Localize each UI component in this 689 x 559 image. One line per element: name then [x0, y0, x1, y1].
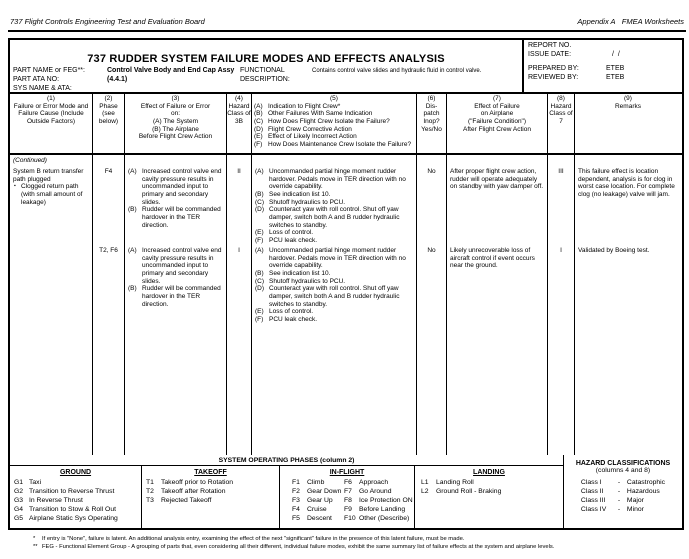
effect-after-row1: After proper flight crew action, rudder will operate adequately on standby with yaw damper off. [450, 168, 544, 191]
phase-label: Takeoff after Rotation [161, 487, 226, 495]
operating-phases-columns [10, 466, 563, 528]
phase-label: Other (Describe) [359, 514, 410, 522]
phase-item [292, 479, 344, 488]
col-title-7-line: on Airplane [480, 110, 514, 118]
col-header-7 [447, 94, 548, 153]
item-text: Flight Crew Corrective Action [268, 125, 352, 133]
item-tag: (F) [255, 315, 264, 323]
phase-code: F2 [292, 487, 300, 495]
col5-item [254, 118, 414, 126]
phase-label: Taxi [29, 479, 42, 486]
col-number-3: (3) [171, 95, 180, 102]
fmea-worksheet-table [8, 38, 684, 530]
functional-description-value: Contains control valve slides and hydraulic fluid in control valve. [312, 68, 482, 74]
item-text: Counteract yaw with roll control. Shut off yaw damper, switch both A and B rudder hydraulic switches to standby. [269, 285, 400, 308]
item-text: Indication to Flight Crew* [268, 102, 341, 110]
col5-item [254, 126, 414, 134]
col-title-3-line: (B) The Airplane [152, 125, 199, 133]
item-text: Shutoff hydraulics to PCU. [269, 277, 346, 285]
col-title-1: Failure or Error Mode and Failure Cause (Include Outside Factors) [13, 102, 89, 125]
col-number-7: (7) [493, 95, 501, 102]
phase-value-row1: F4 [104, 168, 113, 175]
cell-remarks [575, 155, 681, 455]
phase-item [142, 497, 279, 506]
hazard-sep: - [617, 487, 621, 495]
effect-list-row1 [128, 168, 224, 229]
phase-value-row2: T2, F6 [99, 247, 118, 254]
col-title-3-line: Effect of Failure or Error [140, 102, 211, 110]
hazard-class: Class II [580, 487, 604, 495]
title-left-box [10, 40, 522, 92]
item-text: Rudder will be commanded hardover in the TER direction. [142, 285, 221, 308]
cell-hazard-7 [548, 155, 575, 455]
col-number-5: (5) [330, 95, 338, 102]
sys-name-label: SYS NAME & ATA: [13, 85, 72, 92]
cell-effect [125, 155, 227, 455]
phases-landing-column [415, 466, 563, 528]
hazard-sep: - [617, 505, 621, 513]
legend-band [10, 455, 682, 528]
col-number-1: (1) [47, 95, 55, 102]
footnote-marker: ** [33, 543, 38, 550]
ground-title: GROUND [59, 469, 92, 476]
phase-code: L2 [421, 487, 429, 495]
item-text: Rudder will be commanded hardover in the TER direction. [142, 206, 221, 229]
phase-item [10, 488, 141, 497]
phase-item [10, 479, 141, 488]
phase-code: L1 [421, 479, 429, 486]
dispatch-row2: No [427, 247, 436, 254]
item-text: Increased control valve end cavity pressure results in uncommanded input to primary and secondary slides. [142, 247, 222, 285]
item-tag: (B) [128, 206, 137, 214]
col-title-3-line: on: [170, 110, 181, 118]
footnote-text: FEG - Functional Element Group - A grouping of parts that, even considering all their different, individual failure modes, exhibit the same summary list of failure effects at the system and airplane levels. [42, 543, 555, 550]
footnote-marker: * [33, 536, 36, 542]
col-header-9 [575, 94, 681, 153]
effect-after-row2: Likely unrecoverable loss of aircraft control if event occurs near the ground. [450, 247, 535, 270]
cell-dispatch [417, 155, 447, 455]
phase-item [344, 479, 414, 488]
cell-phase [93, 155, 125, 455]
col-title-6-line: Inop? [423, 117, 440, 125]
item-tag: (A) [254, 102, 263, 110]
phase-item [142, 479, 279, 488]
hazard-class: Class IV [580, 505, 607, 513]
item-tag: (F) [254, 140, 263, 148]
col-header-1 [10, 94, 93, 153]
phase-code: F8 [344, 496, 352, 504]
item-tag: (F) [255, 236, 264, 244]
part-name-value: Control Valve Body and End Cap Assy [107, 67, 235, 74]
phase-item [142, 488, 279, 497]
takeoff-title: TAKEOFF [194, 469, 227, 476]
phase-code: T1 [146, 479, 154, 486]
operating-phases-box [10, 455, 563, 528]
phase-label: Gear Up [307, 496, 333, 504]
hazard-name: Hazardous [626, 487, 660, 495]
hazard-name: Major [626, 496, 644, 504]
inflight-lists [280, 479, 414, 524]
prepared-by-label: PREPARED BY: [528, 65, 579, 72]
phase-code: F6 [344, 479, 352, 486]
cell-effect-after [447, 155, 548, 455]
phase-label: Transition to Stow & Roll Out [29, 505, 117, 513]
failure-mode-block [13, 168, 90, 206]
phase-label: Landing Roll [436, 479, 474, 486]
hazard-7-row1: III [558, 168, 564, 175]
col5-item [254, 103, 414, 111]
hazard-name: Catastrophic [626, 479, 666, 486]
part-name-label: PART NAME or FEG**: [13, 67, 85, 74]
running-header-right: Appendix A FMEA Worksheets [577, 17, 684, 26]
hazard-7-row2: I [560, 247, 562, 254]
phase-item [10, 497, 141, 506]
col-title-6-line: Yes/No [421, 125, 442, 133]
issue-date-label: ISSUE DATE: [528, 51, 572, 58]
item-tag: (A) [128, 247, 137, 254]
phase-code: F7 [344, 487, 352, 495]
phase-label: In Reverse Thrust [29, 496, 83, 504]
phase-code: G4 [14, 505, 24, 513]
footnote-text: If entry is "None", failure is latent. An additional analysis entry, examining the effect of the next "significant" failure in the presence of this latent failure, must be made. [42, 536, 465, 542]
phase-code: F9 [344, 505, 352, 513]
phase-item [292, 506, 344, 515]
item-tag: (B) [255, 269, 264, 277]
col-number-9: (9) [624, 95, 632, 102]
hazard-3b-row2: I [238, 247, 240, 254]
item-text: How Does Flight Crew Isolate the Failure? [268, 117, 390, 125]
phases-takeoff-column [142, 466, 280, 528]
footnote [33, 544, 681, 552]
report-info-box [522, 40, 682, 92]
item-text: PCU leak check. [269, 236, 318, 244]
item-text: See indication list 10. [269, 269, 331, 277]
part-ata-label: PART ATA NO: [13, 76, 60, 83]
hazard-class: Class III [580, 496, 606, 504]
phase-item [10, 506, 141, 515]
phase-label: Takeoff prior to Rotation [161, 479, 234, 486]
item-text: Effect of Likely Incorrect Action [268, 133, 357, 141]
remarks-row2: Validated by Boeing test. [578, 247, 650, 254]
col-header-6 [417, 94, 447, 153]
hazard-classifications-box [563, 455, 682, 528]
col5-item [254, 110, 414, 118]
col-number-2: (2) [104, 95, 113, 102]
phase-code: T3 [146, 496, 154, 504]
item-text: PCU leak check. [269, 315, 318, 323]
phase-item [292, 515, 344, 524]
phase-code: G1 [14, 479, 24, 486]
item-text: Loss of control. [269, 229, 314, 237]
phase-item [10, 515, 141, 524]
hazard-name: Minor [626, 505, 644, 513]
phase-label: Ice Protection ON [359, 496, 413, 504]
col-title-9: Remarks [614, 102, 641, 110]
report-no-label: REPORT NO. [528, 42, 572, 49]
phase-code: G2 [14, 487, 24, 495]
col-title-6-line: patch [423, 110, 440, 118]
item-tag: (C) [255, 277, 265, 285]
col-title-7-line: After Flight Crew Action [463, 125, 531, 133]
phase-label: Cruise [307, 505, 327, 513]
phase-code: G5 [14, 514, 24, 522]
hazard-class-list [581, 479, 665, 515]
col5-item [254, 141, 414, 149]
phase-label: Ground Roll - Braking [436, 487, 502, 495]
col-title-4: Hazard Class of 3B [227, 102, 251, 125]
item-tag: (D) [254, 125, 264, 133]
item-tag: (C) [255, 198, 265, 206]
reviewed-by-label: REVIEWED BY: [528, 74, 579, 81]
col-title-2: Phase (see below) [98, 102, 119, 125]
phase-item [292, 488, 344, 497]
item-text: Loss of control. [269, 308, 314, 316]
phase-item [415, 488, 563, 497]
item-text: Uncommanded partial hinge moment rudder hardover. Pedals move in TER direction with no override capability. [269, 168, 406, 191]
item-text: Shutoff hydraulics to PCU. [269, 198, 346, 206]
item-text: How Does Maintenance Crew Isolate the Failure? [268, 140, 412, 148]
phase-label: Go Around [359, 487, 392, 495]
hazard-3b-row1: II [237, 168, 241, 175]
phase-item [344, 497, 414, 506]
col-number-8: (8) [557, 95, 565, 102]
part-ata-value: (4.4.1) [107, 76, 128, 83]
hazard-sep: - [617, 479, 621, 486]
bullet-icon: ▪ [14, 183, 16, 190]
effect-list-row2 [128, 247, 224, 308]
failure-cause-item [13, 183, 90, 206]
col-header-4 [227, 94, 252, 153]
cell-failure-mode [10, 155, 93, 455]
running-header-left: 737 Flight Controls Engineering Test and Evaluation Board [10, 17, 205, 26]
phase-label: Descent [307, 514, 332, 522]
item-tag: (A) [255, 168, 264, 175]
phase-code: F10 [344, 514, 356, 522]
phases-inflight-column [280, 466, 415, 528]
footnote [33, 536, 681, 544]
functional-label-line1: FUNCTIONAL [240, 67, 285, 74]
failure-cause-text: Clogged return path (with small amount of leakage) [21, 183, 83, 206]
col-title-7-line: ("Failure Condition") [467, 117, 527, 125]
dispatch-row1: No [427, 168, 436, 175]
col-number-4: (4) [235, 95, 243, 102]
col-title-3-line: (A) The System [152, 117, 199, 125]
item-text: Counteract yaw with roll control. Shut off yaw damper, switch both A and B rudder hydraulic switches to standby. [269, 206, 400, 229]
column-header-row [10, 94, 682, 155]
issue-date-value: / / [612, 51, 620, 58]
hazard-classifications-title: HAZARD CLASSIFICATIONS [575, 460, 671, 467]
phase-code: F3 [292, 496, 300, 504]
crew-list-row2 [255, 247, 414, 324]
worksheet-body [10, 155, 682, 455]
inflight-title: IN-FLIGHT [329, 469, 365, 476]
item-tag: (C) [254, 117, 264, 125]
col5-item [254, 133, 414, 141]
col-header-5 [252, 94, 417, 153]
phase-item [344, 506, 414, 515]
header-rule [8, 30, 686, 32]
phase-label: Approach [359, 479, 389, 486]
landing-title: LANDING [473, 469, 505, 476]
hazard-class: Class I [580, 479, 602, 486]
inflight-list-right [344, 479, 414, 524]
phase-label: Climb [307, 479, 325, 486]
footnotes [33, 536, 681, 551]
item-text: Other Failures With Same Indication [268, 110, 373, 118]
phase-item [344, 488, 414, 497]
page-running-header [10, 17, 684, 26]
col-header-8 [548, 94, 575, 153]
phase-code: F1 [292, 479, 300, 486]
item-tag: (E) [255, 229, 264, 237]
hazard-classifications-subtitle: (columns 4 and 8) [595, 467, 651, 474]
prepared-by-value: ETEB [606, 65, 625, 72]
item-tag: (D) [255, 285, 265, 293]
hazard-class-item [581, 506, 665, 515]
phase-label: Rejected Takeoff [161, 496, 212, 504]
phase-label: Before Landing [359, 505, 406, 513]
title-band [10, 40, 682, 94]
col-title-6-line: Dis- [425, 102, 438, 110]
col-header-3 [125, 94, 227, 153]
phase-item [415, 479, 563, 488]
item-tag: (B) [255, 190, 264, 198]
item-tag: (E) [254, 133, 263, 141]
item-text: See indication list 10. [269, 190, 331, 198]
item-text: Uncommanded partial hinge moment rudder hardover. Pedals move in TER direction with no override capability. [269, 247, 406, 270]
col-title-7-line: Effect of Failure [474, 102, 520, 110]
item-tag: (B) [128, 285, 137, 293]
phase-label: Gear Down [307, 487, 342, 495]
col-header-2 [93, 94, 125, 153]
item-tag: (B) [254, 110, 263, 118]
hazard-sep: - [617, 496, 621, 504]
hazard-class-item [581, 497, 665, 506]
crew-list-row1 [255, 168, 414, 245]
item-tag: (A) [128, 168, 137, 175]
cell-crew-indication [252, 155, 417, 455]
phase-code: F4 [292, 505, 300, 513]
phase-code: T2 [146, 487, 154, 495]
item-tag: (A) [255, 247, 264, 254]
col-number-6: (6) [427, 95, 436, 102]
phase-code: F5 [292, 514, 300, 522]
functional-label-line2: DESCRIPTION: [240, 76, 290, 83]
col-title-3-line: Before Flight Crew Action [138, 133, 213, 141]
reviewed-by-value: ETEB [606, 74, 625, 81]
cell-hazard-3b [227, 155, 252, 455]
item-text: Increased control valve end cavity pressure results in uncommanded input to primary and secondary slides. [142, 168, 222, 206]
item-tag: (E) [255, 308, 264, 316]
phase-item [344, 515, 414, 524]
phase-code: G3 [14, 496, 24, 504]
phase-label: Transition to Reverse Thrust [29, 487, 115, 495]
hazard-class-item [581, 488, 665, 497]
phases-ground-column [10, 466, 142, 528]
phase-item [292, 497, 344, 506]
hazard-class-item [581, 479, 665, 488]
continued-note: (Continued) [13, 157, 47, 164]
remarks-row1: This failure effect is location dependent, analysis is for clog in worst case location. For complete clog (no leakage) valve will jam. [578, 168, 675, 198]
phase-label: Airplane Static Sys Operating [29, 514, 118, 522]
operating-phases-title: SYSTEM OPERATING PHASES (column 2) [10, 455, 563, 466]
item-tag: (D) [255, 206, 265, 214]
failure-mode-heading: System B return transfer path plugged [13, 168, 84, 183]
col-title-8: Hazard Class of 7 [549, 102, 573, 125]
worksheet-title: 737 RUDDER SYSTEM FAILURE MODES AND EFFECTS ANALYSIS [87, 53, 445, 65]
inflight-list-left [292, 479, 344, 524]
